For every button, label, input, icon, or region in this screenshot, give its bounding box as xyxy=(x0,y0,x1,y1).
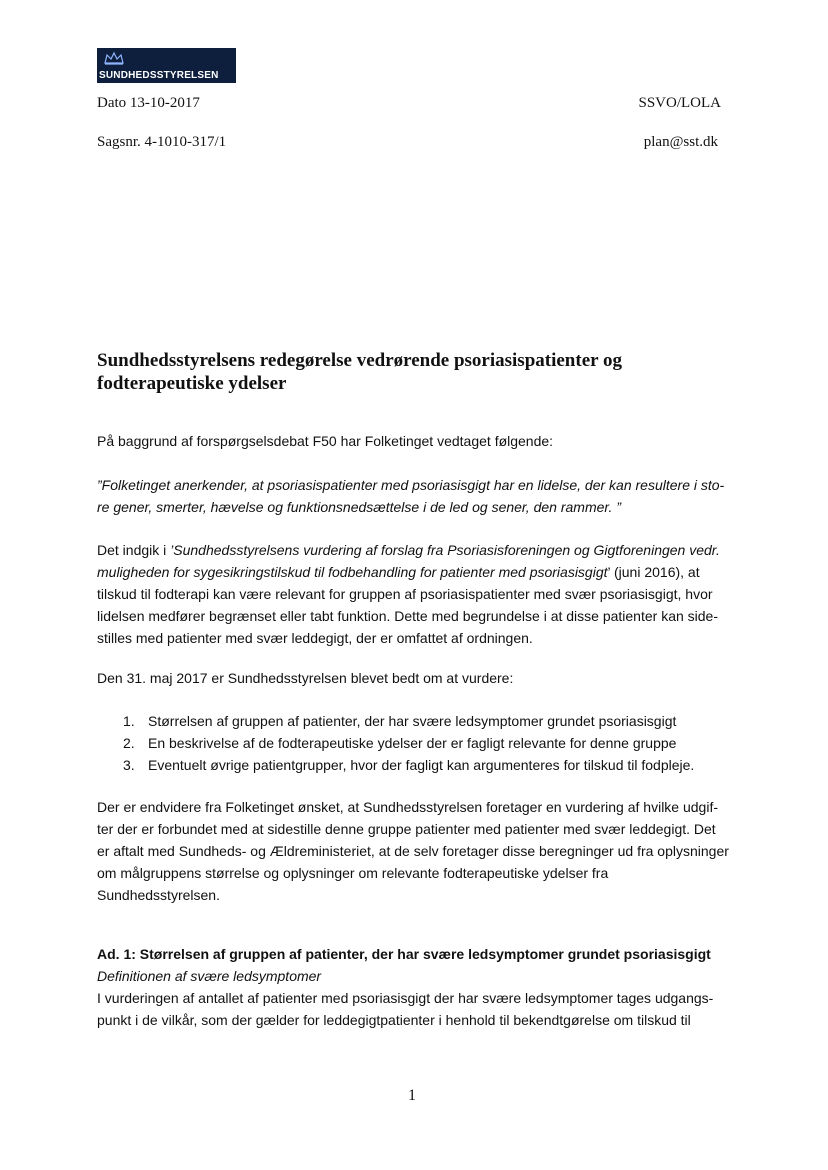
paragraph-line: Sundhedsstyrelsen. xyxy=(97,887,220,903)
paragraph-line: lidelsen medfører begrænset eller tabt funktion. Dette med begrundelse i at disse patienter kan side- xyxy=(97,608,719,624)
cost-paragraph xyxy=(97,796,737,906)
paragraph-line: Den 31. maj 2017 er Sundhedsstyrelsen blevet bedt om at vurdere: xyxy=(97,670,514,686)
list-item xyxy=(97,710,737,732)
list-item-text: Størrelsen af gruppen af patienter, der har svære ledsymptomer grundet psoriasisgigt xyxy=(148,713,677,729)
paragraph-line: er aftalt med Sundheds- og Ældreministeriet, at de selv foretager disse beregninger ud fra oplysninger xyxy=(97,843,729,859)
paragraph-line: ”Folketinget anerkender, at psoriasispatienter med psoriasisgigt har en lidelse, der kan resultere i sto- xyxy=(97,477,725,493)
paragraph-line xyxy=(97,561,737,583)
background-paragraph xyxy=(97,539,737,649)
list-item xyxy=(97,754,737,776)
paragraph-line: tilskud til fodterapi kan være relevant for gruppen af psoriasispatienter med svær psoriasisgigt, hvor xyxy=(97,586,713,602)
list-number: 2. xyxy=(123,735,135,751)
document-date: Dato 13-10-2017 xyxy=(97,95,200,111)
section-heading: Ad. 1: Størrelsen af gruppen af patienter, der har svære ledsymptomer grundet psoriasisgigt xyxy=(97,946,711,962)
text-run: ’ (juni 2016), at xyxy=(607,564,700,580)
report-title-run: muligheden for sygesikringstilskud til fodbehandling for patienter med psoriasisgigt xyxy=(97,564,608,580)
list-number: 3. xyxy=(123,757,135,773)
list-number: 1. xyxy=(123,713,135,729)
sst-logo xyxy=(97,48,236,83)
contact-email: plan@sst.dk xyxy=(643,134,718,150)
logo-text: SUNDHEDSSTYRELSEN xyxy=(99,70,219,81)
page-number: 1 xyxy=(408,1087,416,1104)
paragraph-line: Der er endvidere fra Folketinget ønsket, at Sundhedsstyrelsen foretager en vurdering af hvilke udgif- xyxy=(97,799,718,815)
paragraph-line xyxy=(97,539,737,561)
intro-paragraph xyxy=(97,430,737,452)
crown-icon xyxy=(103,51,125,65)
title-line: Sundhedsstyrelsens redegørelse vedrørende psoriasispatienter og xyxy=(97,350,622,371)
page-title xyxy=(97,349,717,395)
paragraph-line: stilles med patienter med svær leddegigt, der er omfattet af ordningen. xyxy=(97,630,533,646)
section-subheading: Definitionen af svære ledsymptomer xyxy=(97,968,322,984)
report-title-run: ’Sundhedsstyrelsens vurdering af forslag fra Psoriasisforeningen og Gigtforeningen vedr. xyxy=(170,542,720,558)
section-1 xyxy=(97,943,737,1031)
resolution-quote xyxy=(97,474,737,518)
paragraph-line: I vurderingen af antallet af patienter med psoriasisgigt der har svære ledsymptomer tages udgangs- xyxy=(97,990,714,1006)
list-item-text: Eventuelt øvrige patientgrupper, hvor der fagligt kan argumenteres for tilskud til fodpleje. xyxy=(148,757,695,773)
paragraph-line: ter der er forbundet med at sidestille denne gruppe patienter med patienter med svær leddegigt. Det xyxy=(97,821,716,837)
request-paragraph xyxy=(97,667,737,689)
paragraph-line: punkt i de vilkår, som der gælder for leddegigtpatienter i henhold til bekendtgørelse om tilskud til xyxy=(97,1012,691,1028)
title-line: fodterapeutiske ydelser xyxy=(97,373,287,394)
paragraph-line: om målgruppens størrelse og oplysninger om relevante fodterapeutiske ydelser fra xyxy=(97,865,609,881)
text-run: Det indgik i xyxy=(97,542,171,558)
list-item-text: En beskrivelse af de fodterapeutiske ydelser der er fagligt relevante for denne gruppe xyxy=(148,735,677,751)
request-list xyxy=(97,710,737,776)
list-item xyxy=(97,732,737,754)
case-number: Sagsnr. 4-1010-317/1 xyxy=(97,134,227,150)
paragraph-line: re gener, smerter, hævelse og funktionsnedsættelse i de led og sener, den rammer. ” xyxy=(97,499,621,515)
paragraph-line: På baggrund af forspørgselsdebat F50 har Folketinget vedtaget følgende: xyxy=(97,433,554,449)
document-reference: SSVO/LOLA xyxy=(638,95,721,111)
